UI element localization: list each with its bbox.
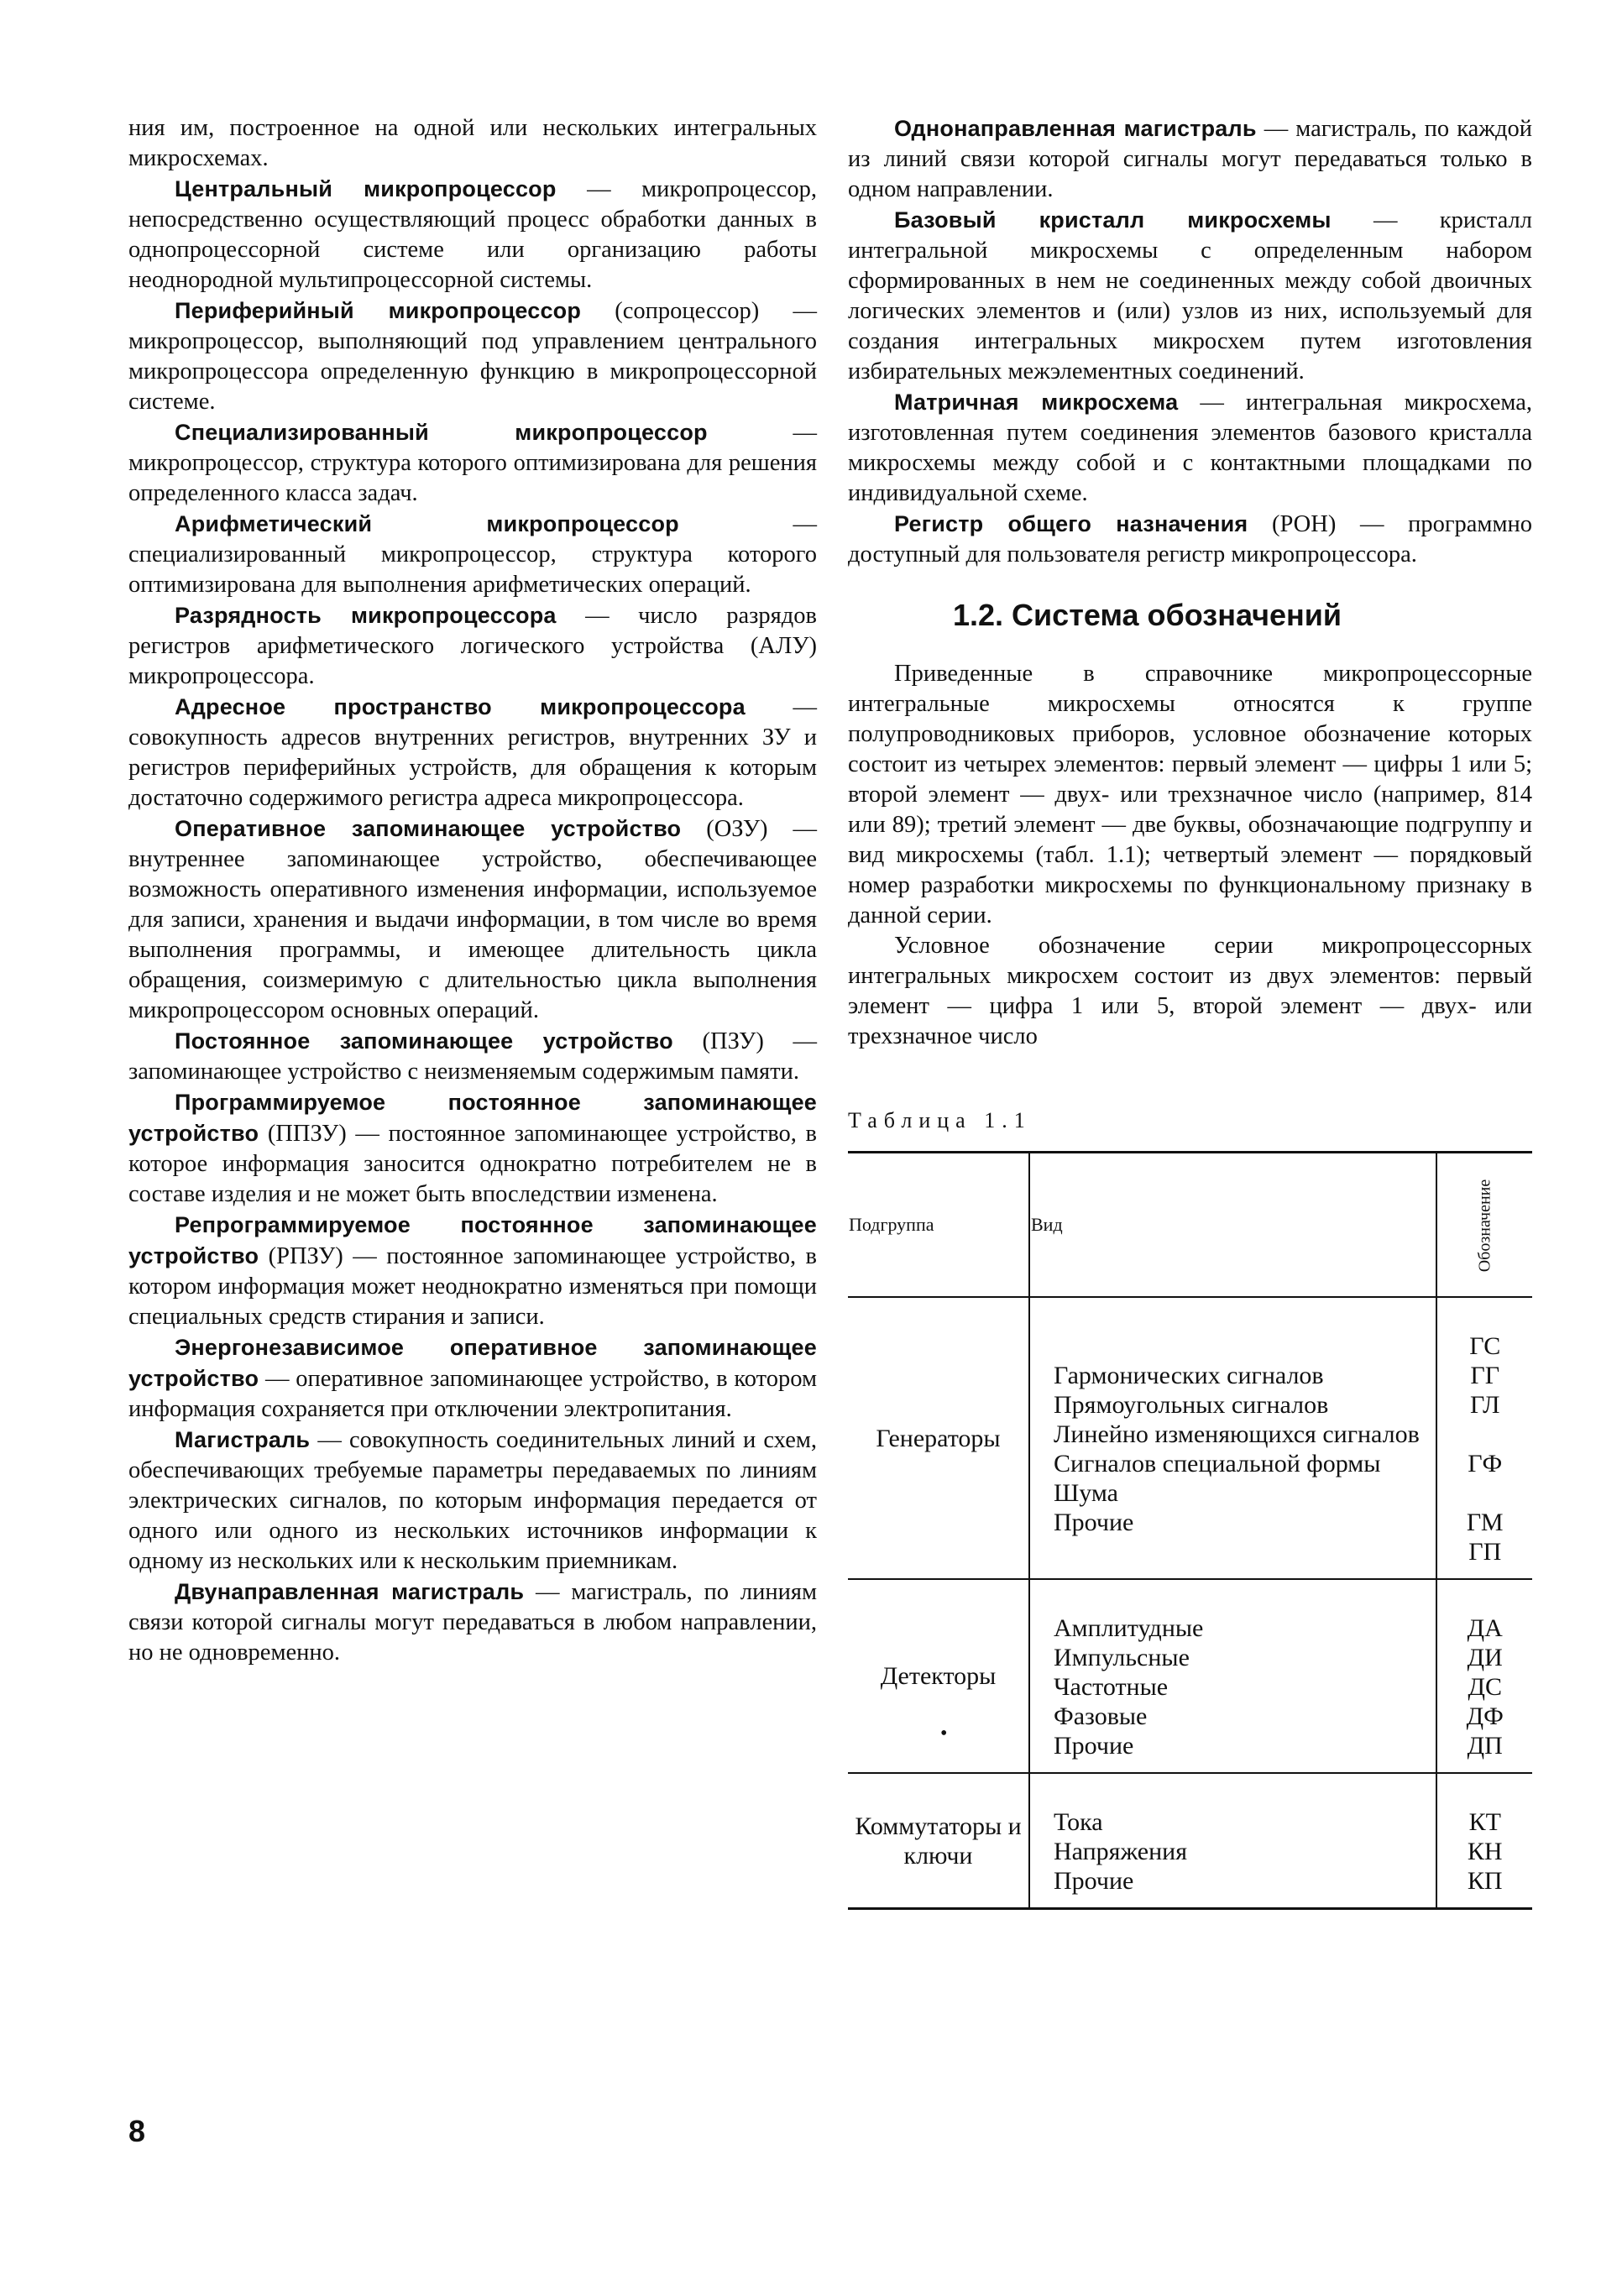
kind-cell bbox=[1029, 1773, 1436, 1909]
definition-term: Арифметический микропроцессор bbox=[175, 511, 679, 536]
definition-text: (сопроцессор) — микропроцессор, выполняющий под управлением центрального микропроцессора определенную функцию в микропроцессорной системе. bbox=[128, 298, 817, 415]
kind-item: Амплитудные bbox=[1054, 1614, 1204, 1642]
definition-entry bbox=[128, 1087, 817, 1210]
kind-item: Шума bbox=[1054, 1479, 1118, 1507]
header-kind: Вид bbox=[1029, 1153, 1436, 1298]
definition-text: (РОН) — программно доступный для пользователя регистр микропроцессора. bbox=[848, 511, 1532, 567]
definitions-list bbox=[128, 174, 817, 1668]
table-row bbox=[848, 1297, 1532, 1579]
definition-text: (ОЗУ) — внутреннее запоминающее устройство, обеспечивающее возможность оперативного изменения информации, используемое для записи, хранения и выдачи информации, в том числе во время выполнения программы, и имеющее длительность цикла обращения, соизмеримую с длительностью цикла выполнения микропроцессором основных операций. bbox=[128, 816, 817, 1023]
kind-item: Сигналов специальной формы bbox=[1054, 1450, 1381, 1477]
designation-code: ГМ bbox=[1466, 1509, 1504, 1536]
table-body bbox=[848, 1297, 1532, 1909]
kind-item: Прочие bbox=[1054, 1732, 1134, 1760]
designation-code: КП bbox=[1467, 1867, 1503, 1895]
definition-entry bbox=[848, 387, 1532, 509]
definition-entry bbox=[128, 295, 817, 417]
definition-text: — микропроцессор, структура которого оптимизирована для решения определенного класса задач. bbox=[128, 420, 817, 506]
section-heading: 1.2. Система обозначений bbox=[953, 598, 1342, 632]
designation-code: ДИ bbox=[1467, 1644, 1503, 1671]
table-caption: Таблица 1.1 bbox=[848, 1108, 1032, 1132]
subgroup-cell: Коммутаторы и ключи bbox=[848, 1773, 1029, 1909]
designation-code: ГП bbox=[1468, 1538, 1502, 1566]
body-paragraph: Приведенные в справочнике микропроцессорные интегральные микросхемы относятся к группе полупроводниковых приборов, условное обозначение которых состоит из четырех элементов: первый элемент — цифры 1 или 5; второй элемент — двух- или трехзначное число (например, 814 или 89); третий элемент — две буквы, обозначающие подгруппу и вид микросхемы (табл. 1.1); четвертый элемент — порядковый номер разработки микросхемы по функциональному признаку в данной серии. bbox=[848, 661, 1532, 928]
kind-cell bbox=[1029, 1297, 1436, 1579]
definition-term: Регистр общего назначения bbox=[894, 511, 1248, 536]
definition-term: Центральный микропроцессор bbox=[175, 176, 557, 201]
definition-text: (ППЗУ) — постоянное запоминающее устройство, в которое информация заносится однократно потребителем не в составе изделия и не может быть впоследствии изменена. bbox=[128, 1121, 817, 1207]
definition-entry bbox=[848, 113, 1532, 205]
definition-term: Программируемое постоянное запоминающее устройство bbox=[128, 1090, 817, 1146]
definition-entry bbox=[128, 813, 817, 1026]
definition-entry bbox=[128, 417, 817, 509]
subgroup-cell: Детекторы bbox=[848, 1579, 1029, 1773]
kind-item: Частотные bbox=[1054, 1673, 1169, 1701]
designation-cell bbox=[1436, 1579, 1532, 1773]
kind-item: Импульсные bbox=[1054, 1644, 1190, 1671]
definition-text: — микропроцессор, непосредственно осуществляющий процесс обработки данных в однопроцессорной системе или организацию работы неоднородной мультипроцессорной системы. bbox=[128, 176, 818, 293]
page-number: 8 bbox=[128, 2114, 146, 2148]
definition-entry bbox=[128, 1210, 817, 1332]
kind-item: Прочие bbox=[1054, 1867, 1134, 1895]
left-column bbox=[128, 113, 817, 1668]
table-row bbox=[848, 1579, 1532, 1773]
bullet-mark: • bbox=[940, 1723, 948, 1744]
subgroup-cell: Генераторы bbox=[876, 1424, 1001, 1452]
table-header-row bbox=[848, 1153, 1532, 1298]
definition-text: — магистраль, по линиям связи которой сигналы могут передаваться в любом направлении, но не одновременно. bbox=[128, 1579, 817, 1666]
definition-entry bbox=[848, 509, 1532, 570]
designation-table bbox=[848, 1151, 1532, 1910]
definition-term: Матричная микросхема bbox=[894, 390, 1179, 415]
header-designation: Обозначение bbox=[1436, 1153, 1532, 1298]
definition-entry bbox=[128, 1577, 817, 1668]
definition-entry bbox=[128, 1026, 817, 1087]
definition-text: — число разрядов регистров арифметического логического устройства (АЛУ) микропроцессора. bbox=[128, 603, 817, 689]
kind-cell bbox=[1029, 1579, 1436, 1773]
designation-code: ГС bbox=[1469, 1332, 1501, 1360]
kind-item: Прямоугольных сигналов bbox=[1054, 1391, 1329, 1419]
definition-text: (ПЗУ) — запоминающее устройство с неизменяемым содержимым памяти. bbox=[128, 1028, 817, 1085]
definition-entry bbox=[128, 1425, 817, 1577]
definition-text: — магистраль, по каждой из линий связи которой сигналы могут передаваться только в одном направлении. bbox=[848, 116, 1532, 202]
definition-entry bbox=[128, 509, 817, 600]
definition-text: — специализированный микропроцессор, структура которого оптимизирована для выполнения арифметических операций. bbox=[128, 511, 817, 598]
designation-code: КТ bbox=[1468, 1808, 1501, 1836]
kind-item: Гармонических сигналов bbox=[1054, 1362, 1324, 1389]
paragraph-continuation: ния им, построенное на одной или нескольких интегральных микросхемах. bbox=[128, 115, 817, 171]
definition-term: Постоянное запоминающее устройство bbox=[175, 1028, 673, 1054]
right-column bbox=[848, 113, 1532, 1910]
kind-item: Тока bbox=[1054, 1808, 1103, 1836]
designation-cell bbox=[1436, 1773, 1532, 1909]
designation-code bbox=[1437, 1478, 1532, 1508]
definition-text: — оперативное запоминающее устройство, в котором информация сохраняется при отключении электропитания. bbox=[128, 1366, 817, 1422]
kind-item: Фазовые bbox=[1054, 1702, 1148, 1730]
definition-entry bbox=[128, 1332, 817, 1425]
kind-item: Линейно изменяющихся сигналов bbox=[1054, 1420, 1420, 1448]
designation-code: ДА bbox=[1467, 1614, 1503, 1642]
definition-term: Однонаправленная магистраль bbox=[894, 116, 1257, 141]
kind-item: Прочие bbox=[1054, 1509, 1134, 1536]
designation-code bbox=[1437, 1420, 1532, 1449]
definition-text: — интегральная микросхема, изготовленная путем соединения элементов базового кристалла микросхемы между собой и с контактными площадками по индивидуальной схеме. bbox=[848, 390, 1532, 506]
definition-entry bbox=[128, 692, 817, 813]
definition-term: Специализированный микропроцессор bbox=[175, 420, 708, 445]
designation-code: ДС bbox=[1468, 1673, 1502, 1701]
designation-code: ГЛ bbox=[1470, 1391, 1500, 1419]
definition-entry bbox=[128, 600, 817, 692]
definition-entry bbox=[128, 174, 817, 295]
designation-code: ДП bbox=[1467, 1732, 1503, 1760]
definition-text: (РПЗУ) — постоянное запоминающее устройство, в котором информация может неоднократно изменяться при помощи специальных средств стирания и записи. bbox=[128, 1243, 817, 1330]
designation-code: ДФ bbox=[1466, 1702, 1504, 1730]
definitions-list bbox=[848, 113, 1532, 570]
definition-term: Базовый кристалл микросхемы bbox=[894, 207, 1332, 233]
designation-code: ГГ bbox=[1470, 1362, 1500, 1389]
definition-text: — совокупность адресов внутренних регистров, внутренних ЗУ и регистров периферийных устройств, для обращения к которым достаточно содержимого регистра адреса микропроцессора. bbox=[128, 694, 817, 811]
definition-term: Периферийный микропроцессор bbox=[175, 298, 582, 323]
definition-text: — кристалл интегральной микросхемы с определенным набором сформированных в нем не соединенных между собой двоичных логических элементов и (или) узлов из них, используемый для создания интегральных микросхем путем изготовления избирательных межэлементных соединений. bbox=[848, 207, 1532, 384]
definition-term: Магистраль bbox=[175, 1427, 311, 1452]
definition-text: — совокупность соединительных линий и схем, обеспечивающих требуемые параметры передаваемых по линиям электрических сигналов, по которым информация передается от одного или одного из нескольких источников информации к одному из нескольких или к нескольким приемникам. bbox=[128, 1427, 817, 1574]
body-paragraph: Условное обозначение серии микропроцессорных интегральных микросхем состоит из двух элементов: первый элемент — цифра 1 или 5, второй элемент — двух- или трехзначное число bbox=[848, 933, 1532, 1049]
definition-term: Адресное пространство микропроцессора bbox=[175, 694, 746, 719]
designation-code: КН bbox=[1467, 1838, 1503, 1865]
definition-term: Разрядность микропроцессора bbox=[175, 603, 557, 628]
header-subgroup: Подгруппа bbox=[848, 1153, 1029, 1298]
designation-cell bbox=[1436, 1297, 1532, 1579]
definition-term: Энергонезависимое оперативное запоминающее устройство bbox=[128, 1335, 817, 1391]
definition-entry bbox=[848, 205, 1532, 387]
definition-term: Двунаправленная магистраль bbox=[175, 1579, 525, 1604]
definition-term: Оперативное запоминающее устройство bbox=[175, 816, 682, 841]
kind-item: Напряжения bbox=[1054, 1838, 1187, 1865]
definition-term: Репрограммируемое постоянное запоминающее устройство bbox=[128, 1212, 817, 1268]
table-row bbox=[848, 1773, 1532, 1909]
designation-code: ГФ bbox=[1468, 1450, 1503, 1477]
